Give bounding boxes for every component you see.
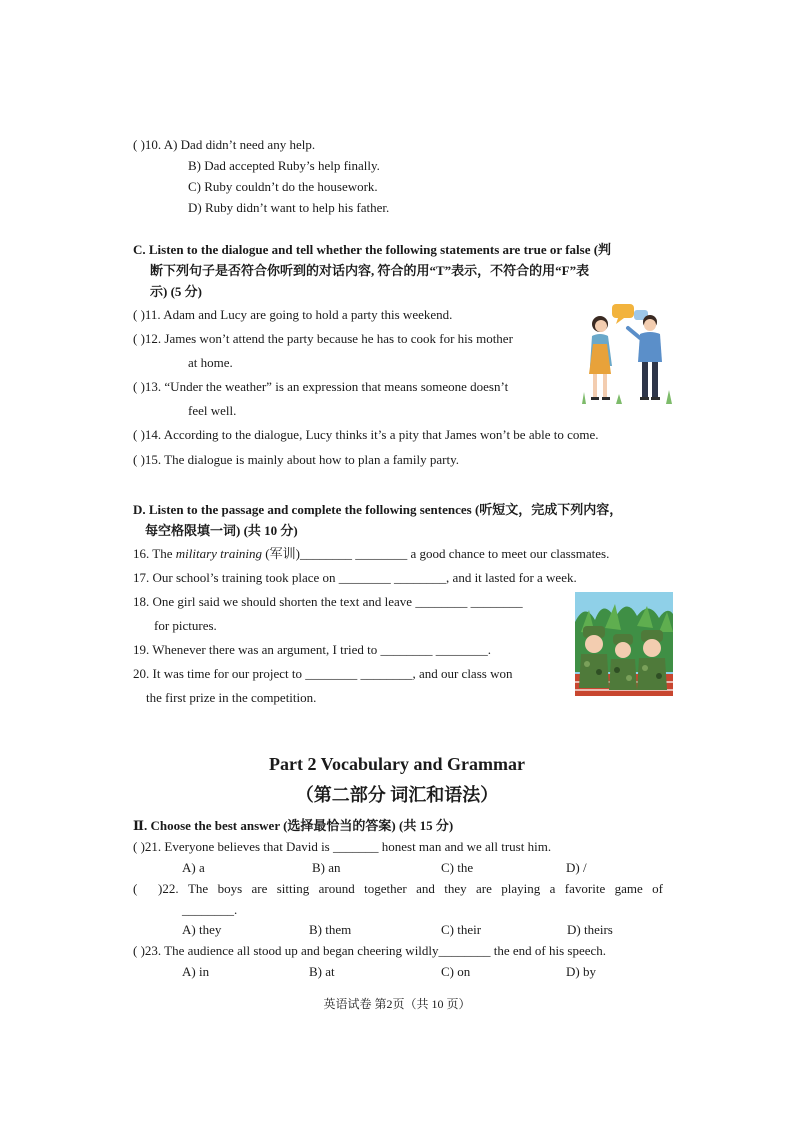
- q23-option-d: D) by: [566, 964, 596, 979]
- q10-option-d: D) Ruby didn’t want to help his father.: [188, 200, 390, 215]
- q11: ( )11. Adam and Lucy are going to hold a party this weekend.: [133, 307, 453, 322]
- q23-option-a: A) in: [182, 964, 210, 979]
- section-c-heading-line1: C. Listen to the dialogue and tell whether the following statements are true or false (判: [133, 242, 612, 257]
- section-ii-heading: Ⅱ. Choose the best answer (选择最恰当的答案) (共 15 分): [133, 818, 454, 833]
- q21-option-a: A) a: [182, 860, 205, 875]
- part2-subtitle: （第二部分 词汇和语法）: [295, 785, 499, 805]
- q23-stem: ( )23. The audience all stood up and began cheering wildly________ the end of his speech.: [133, 943, 607, 958]
- q22-word: game: [614, 881, 643, 896]
- q22-option-d: D) theirs: [567, 922, 613, 937]
- q22-word: and: [416, 881, 435, 896]
- q22-word: are: [251, 881, 268, 896]
- q21-option-b: B) an: [312, 860, 341, 875]
- q18-cont: for pictures.: [154, 618, 217, 633]
- q22-word: sitting: [276, 881, 310, 896]
- q16: [133, 546, 609, 562]
- q13: ( )13. “Under the weather” is an expression that means someone doesn’t: [133, 379, 509, 394]
- section-d-heading-line1: D. Listen to the passage and complete the following sentences (听短文，完成下列内容，: [133, 502, 623, 517]
- q10-stem: ( )10. A) Dad didn’t need any help.: [133, 137, 316, 152]
- q12-cont: at home.: [188, 355, 233, 370]
- section-c-heading-line3: 示) (5 分): [150, 284, 202, 299]
- q19: 19. Whenever there was an argument, I tried to ________ ________.: [133, 642, 492, 657]
- q18: 18. One girl said we should shorten the text and leave ________ ________: [133, 594, 523, 609]
- q22-paren: (: [133, 881, 138, 896]
- q20-cont: the first prize in the competition.: [146, 690, 317, 705]
- q10-option-b: B) Dad accepted Ruby’s help finally.: [188, 158, 380, 173]
- q21-option-c: C) the: [441, 860, 474, 875]
- q21-stem: ( )21. Everyone believes that David is _______ honest man and we all trust him.: [133, 839, 552, 854]
- q13-cont: feel well.: [188, 403, 237, 418]
- dialogue-illustration: [578, 300, 674, 408]
- q22-word: they: [444, 881, 467, 896]
- q16-pre: 16. The: [133, 546, 176, 561]
- q22-word: The: [187, 881, 209, 896]
- section-d-heading-line2: 每空格限填一词) (共 10 分): [145, 523, 298, 538]
- q16-post: (军训)________ ________ a good chance to meet our classmates.: [262, 546, 610, 561]
- q22-word: boys: [217, 881, 243, 896]
- page-footer: 英语试卷 第2页（共 10 页）: [323, 997, 471, 1011]
- q22-option-c: C) their: [441, 922, 482, 937]
- part2-title: Part 2 Vocabulary and Grammar: [269, 754, 525, 774]
- q22-word: favorite: [564, 881, 606, 896]
- q12: ( )12. James won’t attend the party because he has to cook for his mother: [133, 331, 513, 346]
- q22-word: together: [364, 881, 407, 896]
- q22-word: a: [549, 881, 556, 896]
- q22-option-b: B) them: [309, 922, 352, 937]
- q23-option-c: C) on: [441, 964, 471, 979]
- section-c-heading-line2: 断下列句子是否符合你听到的对话内容, 符合的用“T”表示，不符合的用“F”表: [150, 263, 590, 278]
- q22-word: of: [652, 881, 663, 896]
- q14: ( )14. According to the dialogue, Lucy thinks it’s a pity that James won’t be able to come.: [133, 427, 599, 442]
- q16-emphasis: military training: [175, 546, 263, 561]
- q20: 20. It was time for our project to ________ ________, and our class won: [133, 666, 513, 681]
- q21-option-d: D) /: [566, 860, 587, 875]
- q22-word: )22.: [158, 881, 179, 896]
- military-training-illustration: [575, 592, 673, 696]
- q15: ( )15. The dialogue is mainly about how to plan a family party.: [133, 452, 460, 467]
- q17: 17. Our school’s training took place on ________ ________, and it lasted for a week.: [133, 570, 577, 585]
- q22-blank: ________.: [182, 902, 238, 917]
- q22-word: are: [476, 881, 492, 896]
- q22-word: around: [318, 881, 355, 896]
- q23-option-b: B) at: [309, 964, 335, 979]
- q22-option-a: A) they: [182, 922, 222, 937]
- q22-stem: [158, 881, 663, 897]
- q22-word: playing: [501, 881, 541, 896]
- q10-option-c: C) Ruby couldn’t do the housework.: [188, 179, 378, 194]
